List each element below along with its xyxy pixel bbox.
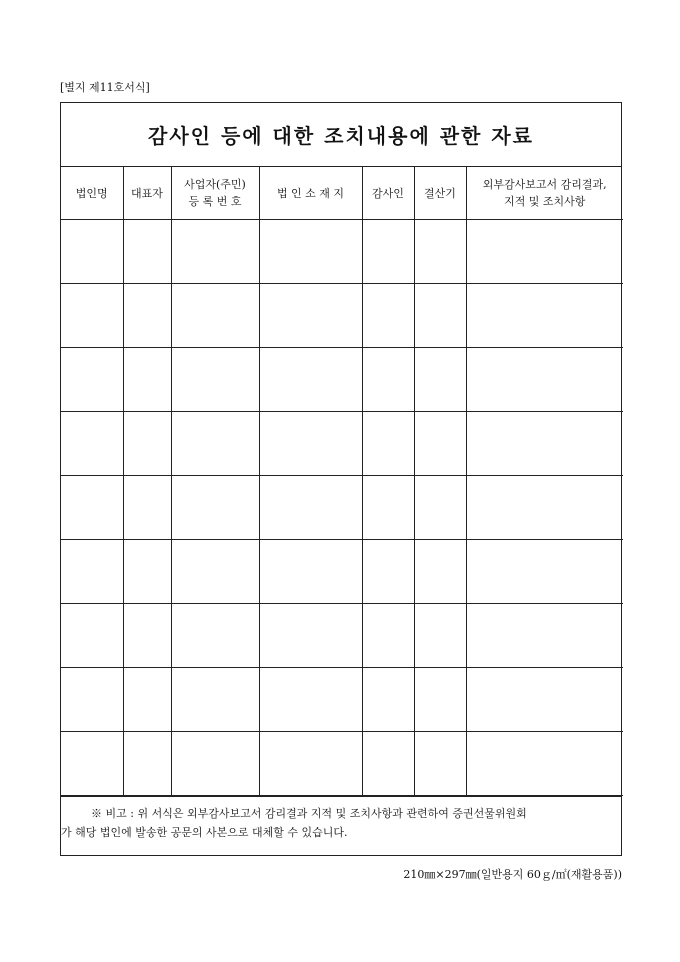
table-cell[interactable] <box>466 540 623 604</box>
col-header-representative: 대표자 <box>123 167 171 220</box>
col-header-auditor: 감사인 <box>362 167 414 220</box>
table-cell[interactable] <box>61 284 123 348</box>
table-cell[interactable] <box>171 540 259 604</box>
table-cell[interactable] <box>466 284 623 348</box>
table-cell[interactable] <box>171 284 259 348</box>
table-cell[interactable] <box>414 348 466 412</box>
table-cell[interactable] <box>259 284 362 348</box>
table-cell[interactable] <box>362 604 414 668</box>
table-cell[interactable] <box>466 476 623 540</box>
table-cell[interactable] <box>123 540 171 604</box>
col-header-fiscal-period: 결산기 <box>414 167 466 220</box>
col-header-registration-number-line1: 사업자(주민) <box>184 178 246 191</box>
col-header-review-result-line2: 지적 및 조치사항 <box>504 195 586 208</box>
table-cell[interactable] <box>414 668 466 732</box>
table-cell[interactable] <box>466 732 623 796</box>
form-title: 감사인 등에 대한 조치내용에 관한 자료 <box>61 103 621 167</box>
data-table <box>61 167 623 796</box>
table-row <box>61 476 623 540</box>
table-cell[interactable] <box>362 668 414 732</box>
table-cell[interactable] <box>61 412 123 476</box>
table-cell[interactable] <box>123 348 171 412</box>
table-cell[interactable] <box>414 540 466 604</box>
table-cell[interactable] <box>362 412 414 476</box>
table-cell[interactable] <box>466 604 623 668</box>
table-row <box>61 412 623 476</box>
table-cell[interactable] <box>259 412 362 476</box>
table-cell[interactable] <box>466 220 623 284</box>
table-cell[interactable] <box>61 476 123 540</box>
table-cell[interactable] <box>362 220 414 284</box>
col-header-corp-name: 법인명 <box>61 167 123 220</box>
table-cell[interactable] <box>362 476 414 540</box>
table-cell[interactable] <box>171 220 259 284</box>
table-row <box>61 284 623 348</box>
table-row <box>61 220 623 284</box>
table-row <box>61 668 623 732</box>
table-cell[interactable] <box>414 284 466 348</box>
table-cell[interactable] <box>259 476 362 540</box>
table-cell[interactable] <box>123 604 171 668</box>
table-cell[interactable] <box>259 540 362 604</box>
table-cell[interactable] <box>466 412 623 476</box>
remarks-line-1: ※ 비고 : 위 서식은 외부감사보고서 감리결과 지적 및 조치사항과 관련하여 증권선물위원회 <box>91 807 527 820</box>
table-cell[interactable] <box>414 732 466 796</box>
table-cell[interactable] <box>171 476 259 540</box>
table-row <box>61 540 623 604</box>
table-cell[interactable] <box>61 732 123 796</box>
table-cell[interactable] <box>61 348 123 412</box>
form-number-label: [별지 제11호서식] <box>60 81 150 94</box>
table-cell[interactable] <box>123 412 171 476</box>
table-cell[interactable] <box>123 732 171 796</box>
table-cell[interactable] <box>362 348 414 412</box>
table-cell[interactable] <box>466 348 623 412</box>
col-header-address: 법 인 소 재 지 <box>259 167 362 220</box>
table-cell[interactable] <box>259 348 362 412</box>
table-row <box>61 604 623 668</box>
table-cell[interactable] <box>259 668 362 732</box>
table-cell[interactable] <box>414 604 466 668</box>
table-cell[interactable] <box>171 348 259 412</box>
table-header-row <box>61 167 623 220</box>
table-cell[interactable] <box>259 604 362 668</box>
remarks-line-2: 가 해당 법인에 발송한 공문의 사본으로 대체할 수 있습니다. <box>61 826 348 839</box>
table-cell[interactable] <box>171 412 259 476</box>
table-cell[interactable] <box>259 732 362 796</box>
table-cell[interactable] <box>414 220 466 284</box>
table-cell[interactable] <box>259 220 362 284</box>
table-cell[interactable] <box>466 668 623 732</box>
form-container <box>60 102 622 856</box>
col-header-review-result-line1: 외부감사보고서 감리결과, <box>482 178 607 191</box>
table-cell[interactable] <box>61 668 123 732</box>
table-cell[interactable] <box>171 732 259 796</box>
table-cell[interactable] <box>123 668 171 732</box>
table-cell[interactable] <box>61 540 123 604</box>
table-cell[interactable] <box>61 220 123 284</box>
remarks-note <box>61 796 621 851</box>
table-cell[interactable] <box>414 412 466 476</box>
table-row <box>61 732 623 796</box>
col-header-registration-number-line2: 등 록 번 호 <box>188 195 242 208</box>
table-cell[interactable] <box>171 668 259 732</box>
table-cell[interactable] <box>362 284 414 348</box>
table-cell[interactable] <box>362 540 414 604</box>
paper-spec-footer: 210㎜×297㎜(일반용지 60ｇ/㎡(재활용품)) <box>403 868 622 881</box>
table-cell[interactable] <box>123 220 171 284</box>
col-header-review-result <box>466 167 623 220</box>
table-cell[interactable] <box>123 284 171 348</box>
table-cell[interactable] <box>123 476 171 540</box>
table-cell[interactable] <box>61 604 123 668</box>
table-cell[interactable] <box>414 476 466 540</box>
col-header-registration-number <box>171 167 259 220</box>
table-row <box>61 348 623 412</box>
table-cell[interactable] <box>362 732 414 796</box>
table-cell[interactable] <box>171 604 259 668</box>
